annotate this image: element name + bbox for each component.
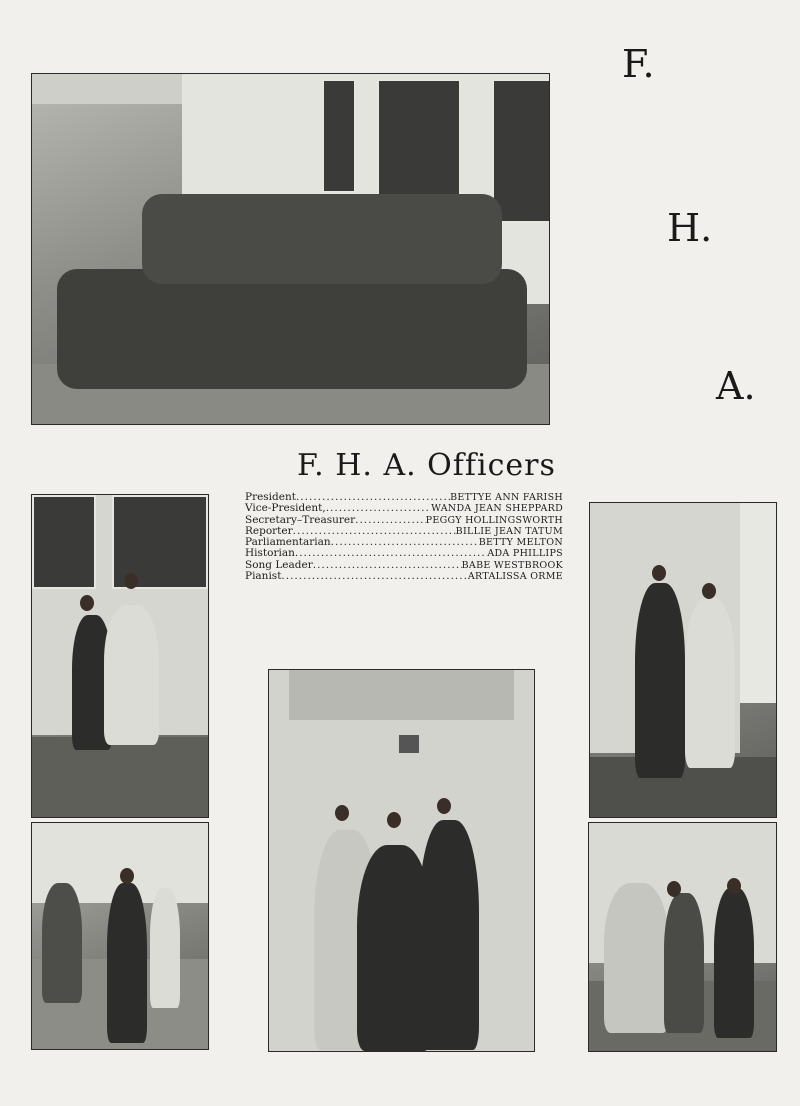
- side-letter-a: A.: [716, 364, 756, 408]
- officer-role: Pianist: [245, 570, 282, 583]
- officer-name: ARTALISSA ORME: [467, 571, 563, 583]
- officer-name: ADA PHILLIPS: [487, 548, 563, 560]
- officer-row: [245, 571, 563, 582]
- leader-dots: [326, 503, 431, 514]
- leader-dots: [313, 560, 462, 571]
- snapshot-photo-center: [268, 669, 535, 1052]
- snapshot-photo-left-top: [31, 494, 209, 818]
- snapshot-photo-right-bottom: [588, 822, 777, 1052]
- officers-list: [245, 492, 563, 582]
- officer-name: BETTY MELTON: [478, 537, 563, 549]
- officer-role: Secretary–Treasurer: [245, 513, 356, 526]
- officer-row: [245, 560, 563, 571]
- leader-dots: [295, 548, 487, 559]
- officer-row: [245, 503, 563, 514]
- officer-name: PEGGY HOLLINGSWORTH: [425, 514, 563, 526]
- officer-role: President: [245, 491, 296, 503]
- officer-role: Historian: [245, 547, 295, 560]
- officer-name: BABE WESTBROOK: [461, 559, 563, 571]
- officers-title: F. H. A. Officers: [297, 448, 556, 483]
- officer-name: BILLIE JEAN TATUM: [455, 525, 563, 537]
- officer-role: Parliamentarian: [245, 536, 331, 549]
- officer-name: WANDA JEAN SHEPPARD: [431, 503, 563, 515]
- side-letter-h: H.: [667, 206, 713, 250]
- officer-role: Vice-President,: [245, 502, 326, 515]
- officer-name: BETTYE ANN FARISH: [450, 492, 563, 503]
- snapshot-photo-right-top: [589, 502, 777, 818]
- leader-dots: [355, 515, 426, 526]
- group-photo: [31, 73, 550, 425]
- snapshot-photo-left-bottom: [31, 822, 209, 1050]
- officer-role: Song Leader: [245, 558, 313, 571]
- officer-role: Reporter: [245, 524, 293, 537]
- leader-dots: [281, 571, 467, 582]
- leader-dots: [331, 537, 479, 548]
- side-letter-f: F.: [622, 42, 655, 86]
